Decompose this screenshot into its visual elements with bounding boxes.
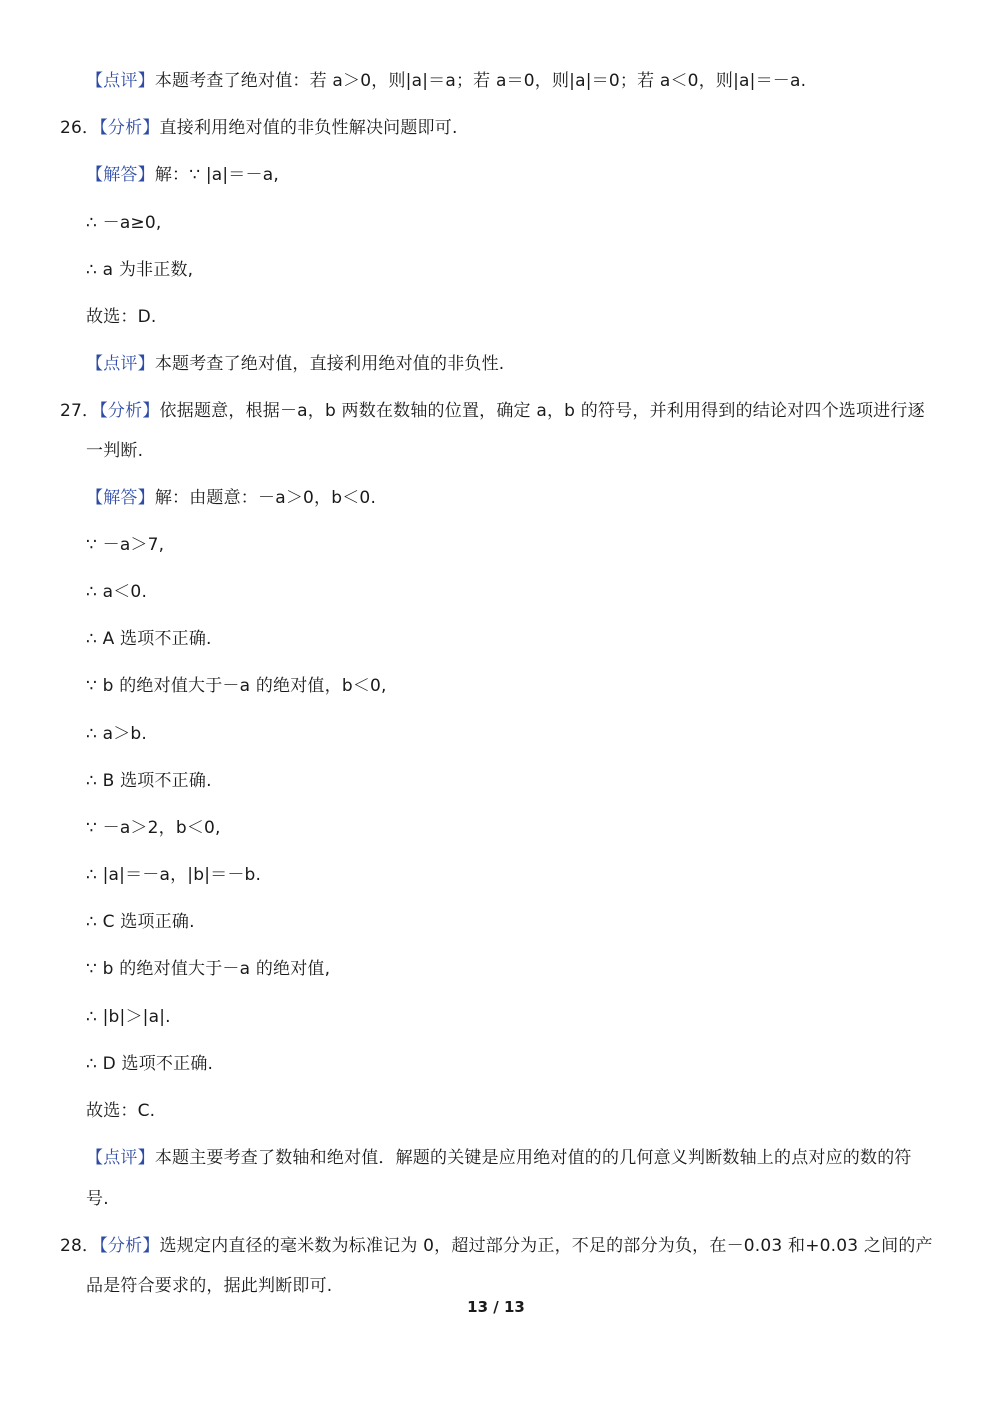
solution-choice: 故选：C. [86, 1101, 156, 1121]
solution-step: ∵ －a＞2，b＜0, [86, 818, 221, 838]
solution-step: ∴ a＜0. [86, 582, 148, 602]
solution-step: ∴ |a|＝－a，|b|＝－b. [86, 865, 262, 885]
q27-analysis-line [60, 398, 925, 424]
solution-step: ∴ a 为非正数, [86, 260, 194, 280]
q27-answer-line [86, 485, 376, 511]
analysis-continuation: 品是符合要求的，据此判断即可. [86, 1276, 333, 1296]
answer-tag: 【解答】 [86, 488, 155, 508]
page-number: 13 / 13 [467, 1298, 525, 1316]
answer-text: 解：由题意：－a＞0，b＜0. [154, 488, 377, 508]
solution-step: ∵ b 的绝对值大于－a 的绝对值，b＜0, [86, 676, 387, 696]
solution-step: ∴ D 选项不正确. [86, 1054, 214, 1074]
solution-step: ∴ －a≥0, [86, 213, 162, 233]
solution-step: ∵ b 的绝对值大于－a 的绝对值, [86, 959, 331, 979]
analysis-tag: 【分析】 [99, 1236, 160, 1256]
answer-tag: 【解答】 [86, 165, 155, 185]
analysis-text: 依据题意，根据－a，b 两数在数轴的位置，确定 a，b 的符号，并利用得到的结论对四个选项进行逐 [159, 401, 925, 421]
comment-tag: 【点评】 [86, 71, 155, 91]
comment-text: 本题主要考查了数轴和绝对值．解题的关键是应用绝对值的的几何意义判断数轴上的点对应的数的符 [154, 1148, 912, 1168]
solution-step: ∴ C 选项正确. [86, 912, 195, 932]
question-number: 27． [60, 401, 100, 421]
analysis-tag: 【分析】 [99, 401, 160, 421]
comment-tag: 【点评】 [86, 354, 155, 374]
solution-step: ∴ A 选项不正确. [86, 629, 212, 649]
solution-choice: 故选：D. [86, 307, 157, 327]
comment-text: 本题考查了绝对值：若 a＞0，则|a|＝a；若 a＝0，则|a|＝0；若 a＜0，则|a|＝－a. [154, 71, 807, 91]
q26-analysis-line [60, 115, 458, 141]
solution-step: ∵ －a＞7, [86, 535, 165, 555]
comment-line [86, 68, 806, 94]
comment-text: 本题考查了绝对值，直接利用绝对值的非负性. [154, 354, 505, 374]
analysis-tag: 【分析】 [99, 118, 160, 138]
question-number: 26． [60, 118, 100, 138]
analysis-continuation: 一判断. [86, 441, 144, 461]
q28-analysis-line [60, 1233, 933, 1259]
analysis-text: 直接利用绝对值的非负性解决问题即可. [159, 118, 458, 138]
comment-line [86, 351, 504, 377]
comment-tag: 【点评】 [86, 1148, 155, 1168]
solution-step: ∴ a＞b. [86, 724, 148, 744]
question-number: 28． [60, 1236, 100, 1256]
analysis-text: 选规定内直径的毫米数为标准记为 0，超过部分为正，不足的部分为负，在－0.03 和+0.03 之间的产 [159, 1236, 933, 1256]
solution-step: ∴ |b|＞|a|. [86, 1007, 171, 1027]
comment-line [86, 1145, 912, 1171]
answer-text: 解：∵ |a|＝－a, [154, 165, 279, 185]
q26-answer-line [86, 162, 279, 188]
solution-step: ∴ B 选项不正确. [86, 771, 212, 791]
comment-continuation: 号. [86, 1189, 109, 1209]
